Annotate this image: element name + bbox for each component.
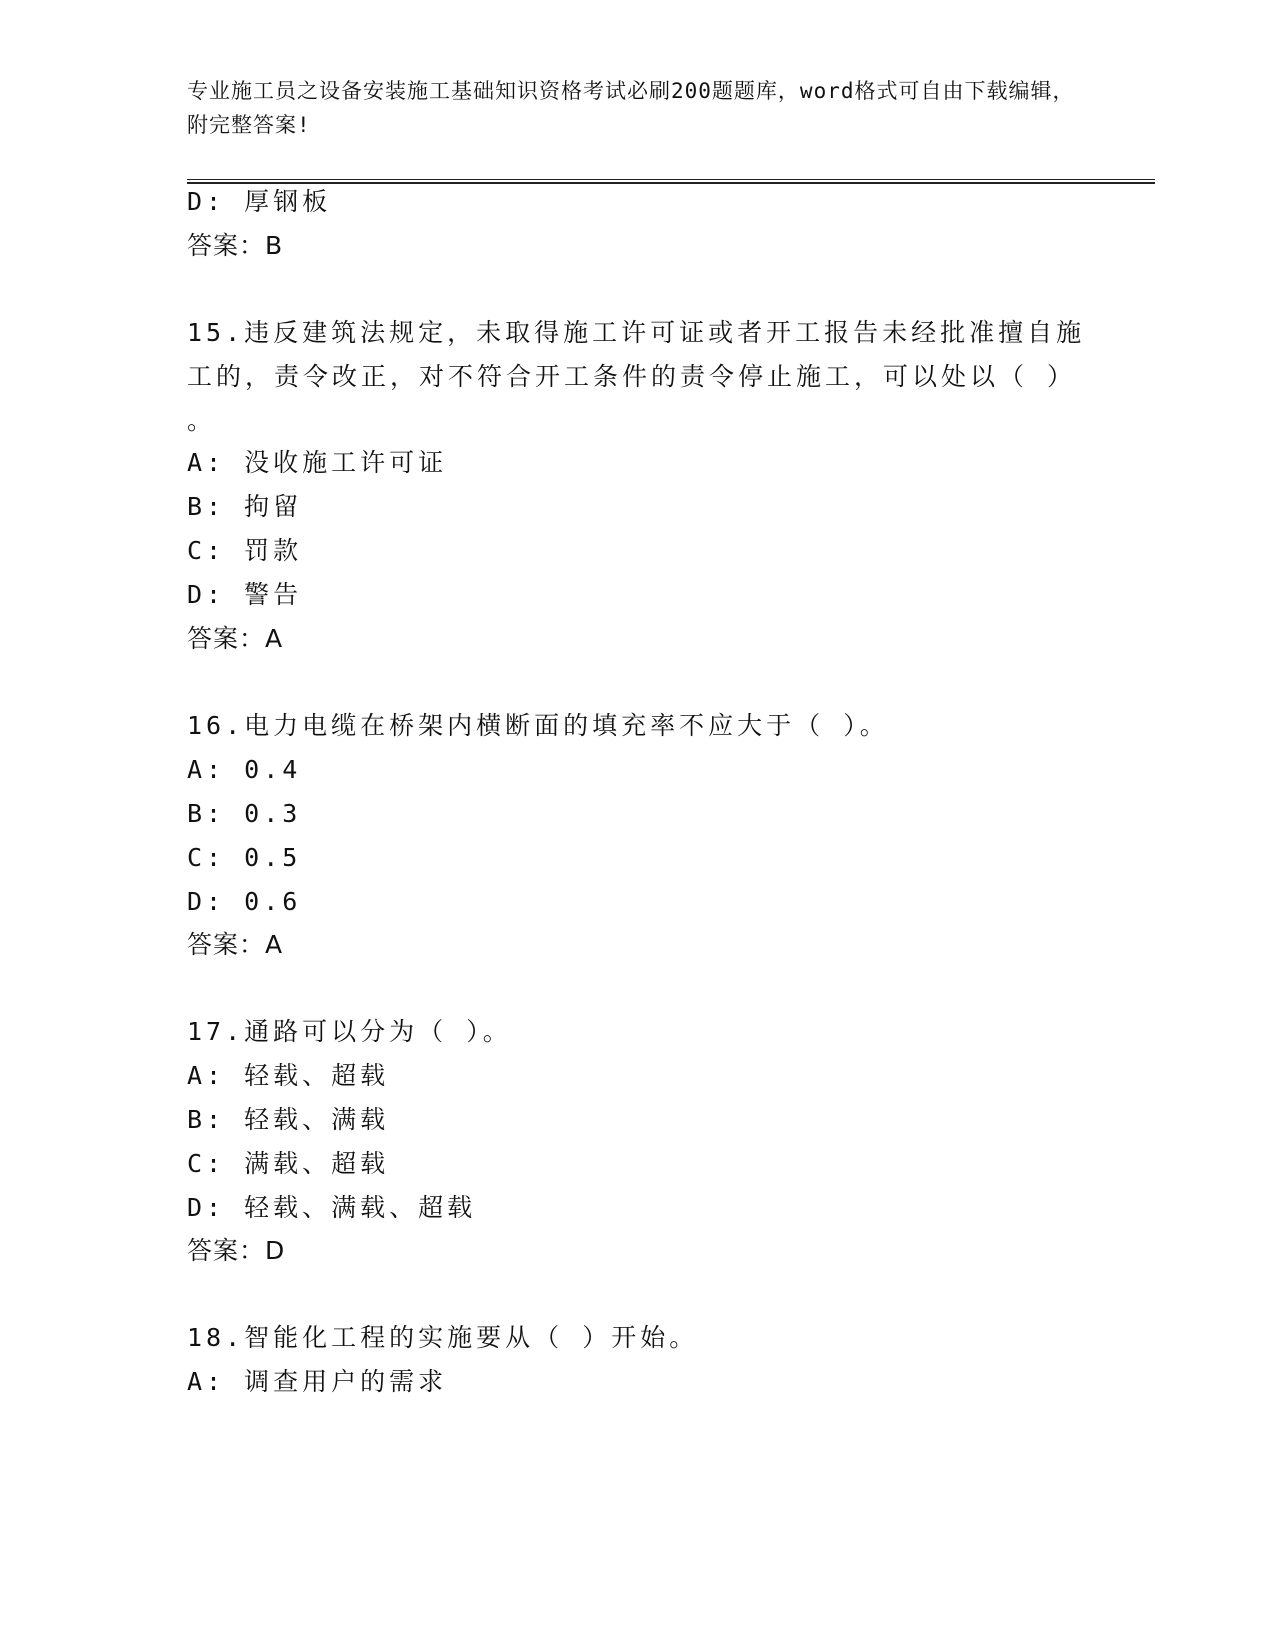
q15-answer: 答案：A — [187, 624, 284, 653]
q14-option-d: D: 厚钢板 — [187, 187, 332, 216]
q14-answer: 答案：B — [187, 231, 284, 260]
q15-stem-line1: 15.违反建筑法规定，未取得施工许可证或者开工报告未经批准擅自施 — [187, 318, 1086, 347]
q15-option-a: A: 没收施工许可证 — [187, 448, 448, 477]
q16-stem: 16.电力电缆在桥架内横断面的填充率不应大于（ ）。 — [187, 711, 889, 740]
header-divider — [187, 179, 1155, 184]
q15-option-b: B: 拘留 — [187, 492, 303, 521]
q16-option-c: C: 0.5 — [187, 843, 302, 872]
q15-stem-line2: 工的，责令改正，对不符合开工条件的责令停止施工，可以处以（ ） — [187, 362, 1077, 391]
q17-option-d: D: 轻载、满载、超载 — [187, 1193, 477, 1222]
q15-option-c: C: 罚款 — [187, 536, 303, 565]
q17-option-c: C: 满载、超载 — [187, 1149, 390, 1178]
q17-stem: 17.通路可以分为（ ）。 — [187, 1017, 512, 1046]
q16-option-b: B: 0.3 — [187, 799, 302, 828]
q18-stem: 18.智能化工程的实施要从（ ）开始。 — [187, 1323, 699, 1352]
q18-option-a: A: 调查用户的需求 — [187, 1367, 448, 1396]
q16-option-a: A: 0.4 — [187, 755, 302, 784]
q16-answer: 答案：A — [187, 930, 284, 959]
q17-option-a: A: 轻载、超载 — [187, 1061, 390, 1090]
q16-option-d: D: 0.6 — [187, 887, 302, 916]
document-header-title: 专业施工员之设备安装施工基础知识资格考试必刷200题题库，word格式可自由下载编辑，附完整答案! — [187, 79, 1075, 137]
q17-answer: 答案：D — [187, 1236, 286, 1265]
q15-option-d: D: 警告 — [187, 580, 303, 609]
q17-option-b: B: 轻载、满载 — [187, 1105, 390, 1134]
q15-stem-line3: 。 — [187, 406, 217, 435]
